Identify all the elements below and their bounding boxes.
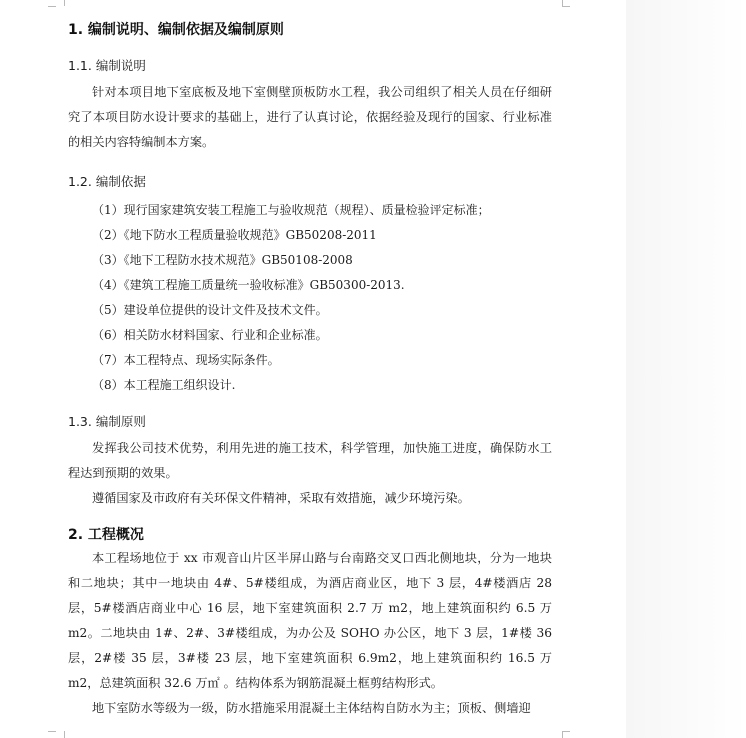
paragraph-1-3-b: 遵循国家及市政府有关环保文件精神，采取有效措施，减少环境污染。 — [92, 491, 470, 505]
list-item: （7）本工程特点、现场实际条件。 — [92, 353, 280, 367]
list-item: （2）《地下防水工程质量验收规范》GB50208-2011 — [92, 228, 377, 242]
paragraph-1-3-a: 发挥我公司技术优势，利用先进的施工技术，科学管理，加快施工进度，确保防水工程达到预期的效果。 — [68, 441, 552, 480]
crop-mark-bottom-left — [56, 731, 65, 738]
heading-section-1-1: 1.1. 编制说明 — [68, 58, 146, 73]
list-item: （4）《建筑工程施工质量统一验收标准》GB50300-2013. — [92, 278, 405, 292]
list-item: （1）现行国家建筑安装工程施工与验收规范（规程）、质量检验评定标准； — [92, 203, 490, 217]
heading-section-1-2: 1.2. 编制依据 — [68, 174, 146, 189]
list-item: （3）《地下工程防水技术规范》GB50108-2008 — [92, 253, 353, 267]
crop-mark-bottom-left-h — [48, 731, 56, 732]
paragraph-2-a: 本工程场地位于 xx 市观音山片区半屏山路与台南路交叉口西北侧地块，分为一地块和二地块；其中一地块由 4#、5#楼组成，为酒店商业区，地下 3 层，4#楼酒店 28 层，5#楼酒店商业中心 16 层，地下室建筑面积 2.7 万 m2，地上建筑面积约 6.5 万 m2。二地块由 1#、2#、3#楼组成，为办公及 SOHO 办公区，地下 3 层，1#楼 36 层，2#楼 35 层，3#楼 23 层，地下室建筑面积 6.9m2，地上建筑面积约 16.5 万 m2，总建筑面积 32.6 万㎡ 。结构体系为钢筋混凝土框剪结构形式。 — [68, 551, 552, 690]
heading-section-2: 2. 工程概况 — [68, 527, 144, 543]
crop-mark-top-left — [56, 0, 65, 6]
page-margin-area — [626, 0, 746, 738]
crop-mark-top-left-h — [48, 6, 56, 7]
list-item: （5）建设单位提供的设计文件及技术文件。 — [92, 303, 328, 317]
heading-section-1-3: 1.3. 编制原则 — [68, 414, 146, 429]
crop-mark-top-right-h — [562, 6, 570, 7]
heading-section-1: 1. 编制说明、编制依据及编制原则 — [68, 22, 284, 38]
list-item: （6）相关防水材料国家、行业和企业标准。 — [92, 328, 328, 342]
paragraph-2-b: 地下室防水等级为一级，防水措施采用混凝土主体结构自防水为主；顶板、侧墙迎 — [92, 701, 531, 715]
crop-mark-bottom-right — [562, 731, 571, 738]
crop-mark-bottom-right-h — [562, 731, 570, 732]
paragraph-1-1: 针对本项目地下室底板及地下室侧壁顶板防水工程，我公司组织了相关人员在仔细研究了本项目防水设计要求的基础上，进行了认真讨论，依据经验及现行的国家、行业标准的相关内容特编制本方案。 — [68, 85, 552, 149]
list-item: （8）本工程施工组织设计. — [92, 378, 236, 392]
